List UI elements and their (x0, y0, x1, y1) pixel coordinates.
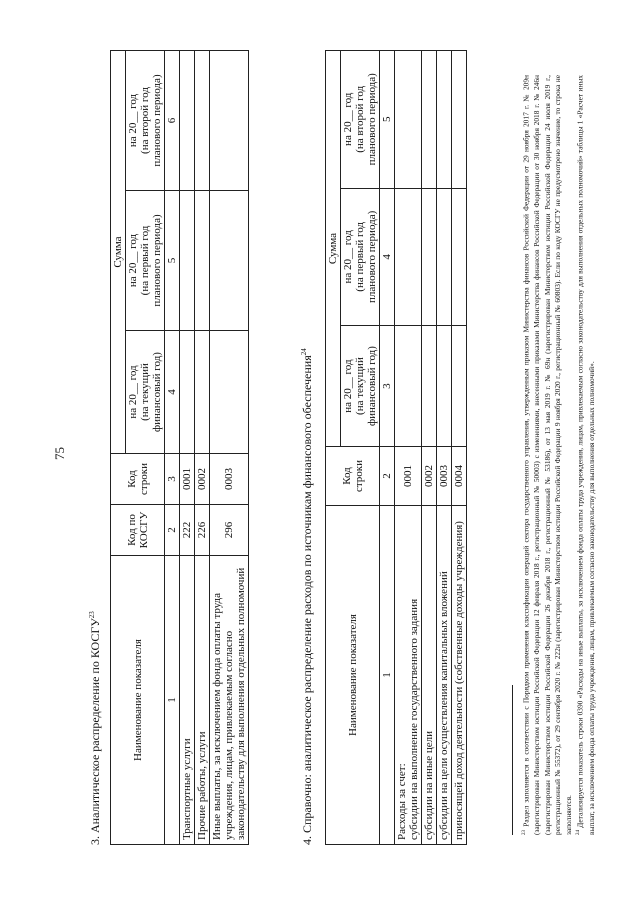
row-label: Иные выплаты, за исключением фонда оплаты труда учреждения, лицам, привлекаемым согласно законодательству для выполнения отдельных полномочий (210, 556, 249, 845)
section3-heading (88, 611, 103, 845)
col-header-sum: Сумма (111, 51, 126, 454)
col-header-year1: на 20__ год (на текущий финансовый год) (126, 330, 165, 453)
table-row: Иные выплаты, за исключением фонда оплаты труда учреждения, лицам, привлекаемым согласно законодательству для выполнения отдельных полномочий 296 0003 (210, 51, 249, 845)
section3-footnote-ref: 23 (88, 611, 96, 619)
table-row: приносящей доход деятельности (собственные доходы учреждения) 0004 (452, 51, 467, 845)
section4-heading-text: 4. Справочно: аналитическое распределение расходов по источникам финансового обеспечения (300, 355, 314, 845)
column-numbers-row: 1 2 3 4 5 (380, 51, 395, 845)
col-header-line: Код строки (326, 447, 380, 506)
table-row: субсидии на цели осуществления капитальных вложений 0003 (437, 51, 452, 845)
kosgu-table (110, 50, 249, 845)
row-label: Транспортные услуги (180, 556, 195, 845)
col-header-year2: на 20__ год (на первый год планового периода) (126, 191, 165, 331)
page-number: 75 (52, 447, 67, 460)
section3-heading-text: 3. Аналитическое распределение по КОСГУ (88, 618, 102, 845)
footnote-separator (512, 685, 513, 835)
row-label: Прочие работы, услуги (195, 556, 210, 845)
column-numbers-row: 1 2 3 4 5 6 (165, 51, 180, 845)
col-header-year1: на 20__ год (на текущий финансовый год) (341, 326, 380, 447)
col-header-year2: на 20__ год (на первый год планового периода) (341, 188, 380, 326)
col-header-kosgu: Код по КОСГУ (111, 505, 165, 556)
table-row: субсидии на иные цели 0002 (422, 51, 437, 845)
section4-heading (300, 348, 315, 845)
row-label: субсидии на цели осуществления капитальных вложений (437, 506, 452, 845)
col-header-line: Код строки (111, 454, 165, 505)
table-row: Расходы за счет: субсидии на выполнение государственного задания 0001 (395, 51, 422, 845)
row-label: Расходы за счет: субсидии на выполнение государственного задания (395, 506, 422, 845)
col-header-sum: Сумма (326, 51, 341, 447)
footnotes (520, 75, 597, 835)
row-label: субсидии на иные цели (422, 506, 437, 845)
col-header-year3: на 20__ год (на второй год планового периода) (126, 51, 165, 191)
section4-footnote-ref: 24 (300, 348, 308, 356)
funding-sources-table (325, 50, 467, 845)
table-row: Прочие работы, услуги 226 0002 (195, 51, 210, 845)
col-header-name: Наименование показателя (326, 506, 380, 845)
footnote-23: $^{23}$ Раздел заполняется в соответствии с Порядком применения классификации операций сектора государственного управления, утвержденным приказом Министерства финансов Российской Федерации от 29 ноября 2017 г. № 209н (зарегистрирован Министерством юстиции Российской Федерации 12 февраля 2018 г., регистрационный № 50003) с изменениями, внесенными приказами Министерства финансов Российской Федерации от 30 ноября 2018 г. № 246н (зарегистрирован Министерством юстиции Российской Федерации 26 декабря 2018 г., регистрационный № 53186), от 13 мая 2019 г. № 69н (зарегистрирован Министерством юстиции Российской Федерации 24 июля 2019 г., регистрационный № 55372), от 29 сентября 2020 г. № 222н (зарегистрирован Министерством юстиции Российской Федерации 9 ноября 2020 г., регистрационный № 60803). Если по коду КОСГУ не предусмотрено значение, то строка не заполняется. (521, 75, 573, 835)
footnote-24: $^{24}$ Детализируется показатель строки 0390 «Расходы на иные выплаты, за исключением фонда оплаты труда учреждения, лицам, привлекаемым согласно законодательству для выполнения отдельных полномочий» таблицы 1 «Расчет иных выплат, за исключением фонда оплаты труда учреждения, лицам, привлекаемым согласно законодательству для выполнения отдельных полномочий». (575, 75, 596, 835)
row-label: приносящей доход деятельности (собственные доходы учреждения) (452, 506, 467, 845)
col-header-name: Наименование показателя (111, 556, 165, 845)
table-row: Транспортные услуги 222 0001 (180, 51, 195, 845)
col-header-year3: на 20__ год (на второй год планового периода) (341, 51, 380, 189)
